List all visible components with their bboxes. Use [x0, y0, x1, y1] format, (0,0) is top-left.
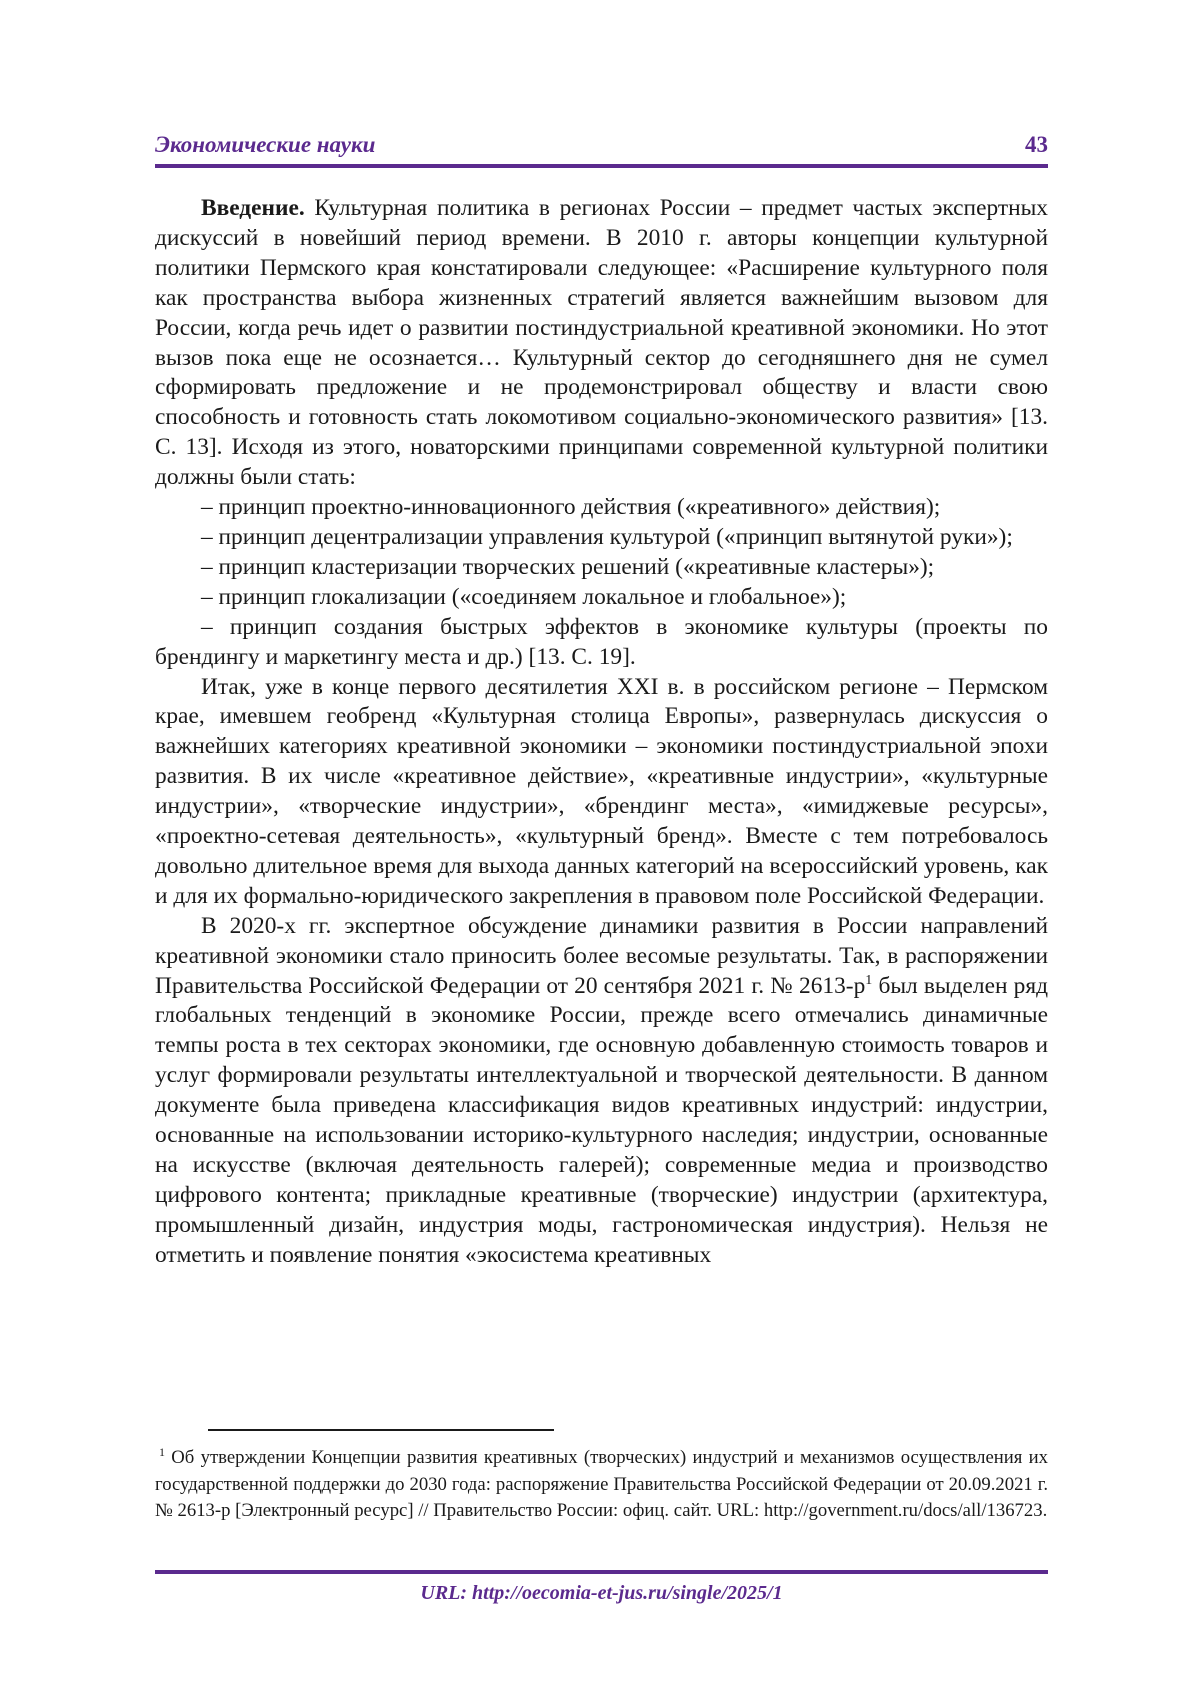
paragraph-intro [155, 194, 1048, 493]
list-item: – принцип проектно-инновационного действия («креативного» действия); [201, 494, 941, 521]
footer-url[interactable]: URL: http://oecomia-et-jus.ru/single/2025/1 [420, 1582, 783, 1604]
article-body [155, 194, 1048, 1271]
header-divider [155, 164, 1048, 168]
footnote-number: 1 [159, 1444, 165, 1459]
list-item: – принцип создания быстрых эффектов в экономике культуры (проекты по брендингу и маркетингу места и др.) [13. С. 19]. [155, 613, 1048, 670]
footnote [155, 1445, 1048, 1525]
list-item: – принцип глокализации («соединяем локальное и глобальное»); [201, 583, 847, 610]
footnote-divider [208, 1429, 554, 1431]
list-item: – принцип кластеризации творческих решений («креативные кластеры»); [201, 553, 935, 580]
list-item: – принцип децентрализации управления культурой («принцип вытянутой руки»); [201, 523, 1013, 550]
footer-divider [155, 1570, 1048, 1574]
paragraph-text: В 2020-х гг. экспертное обсуждение динамики развития в России направлений креативной экономики стало приносить более весомые результаты. Так, в распоряжении Правительства Российской Федерации от 20 сентября 2021 г. № 2613-р [155, 912, 1048, 999]
paragraph-text: был выделен ряд глобальных тенденций в экономике России, прежде всего отмечались динамичные темпы роста в тех секторах экономики, где основную добавленную стоимость товаров и услуг формировали результаты интеллектуальной и творческой деятельности. В данном документе была приведена классификация видов креативных индустрий: индустрии, основанные на использовании историко-культурного наследия; индустрии, основанные на искусстве (включая деятельность галерей); современные медиа и производство цифрового контента; прикладные креативные (творческие) индустрии (архитектура, промышленный дизайн, индустрия моды, гастрономическая индустрия). Нельзя не отметить и появление понятия «экосистема креативных [155, 972, 1048, 1268]
running-header [155, 132, 1048, 162]
paragraph-with-footnote [155, 912, 1048, 1271]
paragraph: Итак, уже в конце первого десятилетия XXI в. в российском регионе – Пермском крае, имевшем геобренд «Культурная столица Европы», развернулась дискуссия о важнейших категориях креативной экономики – экономики постиндустриальной эпохи развития. В их числе «креативное действие», «креативные индустрии», «культурные индустрии», «творческие индустрии», «брендинг места», «имиджевые ресурсы», «проектно-сетевая деятельность», «культурный бренд». Вместе с тем потребовалось довольно длительное время для выхода данных категорий на всероссийский уровень, как и для их формально-юридического закрепления в правовом поле Российской Федерации. [155, 673, 1048, 909]
page-number: 43 [1025, 132, 1048, 157]
footnote-marker[interactable]: 1 [865, 972, 873, 988]
journal-section-title: Экономические науки [155, 132, 376, 157]
footnote-text: Об утверждении Концепции развития креативных (творческих) индустрий и механизмов осуществления их государственной поддержки до 2030 года: распоряжение Правительства Российской Федерации от 20.09.2021 г. № 2613-р [Электронный ресурс] // Правительство России: офиц. сайт. URL: http://government.ru/docs/all/136723. [155, 1447, 1048, 1521]
intro-heading: Введение. [201, 195, 305, 221]
paragraph-text: Культурная политика в регионах России – предмет частых экспертных дискуссий в новейший период времени. В 2010 г. авторы концепции культурной политики Пермского края констатировали следующее: «Расширение культурного поля как пространства выбора жизненных стратегий является важнейшим вызовом для России, когда речь идет о развитии постиндустриальной креативной экономики. Но этот вызов пока еще не осознается… Культурный сектор до сегодняшнего дня не сумел сформировать предложение и не продемонстрировал обществу и власти свою способность и готовность стать локомотивом социально-экономического развития» [13. С. 13]. Исходя из этого, новаторскими принципами современной культурной политики должны были стать: [155, 195, 1048, 491]
